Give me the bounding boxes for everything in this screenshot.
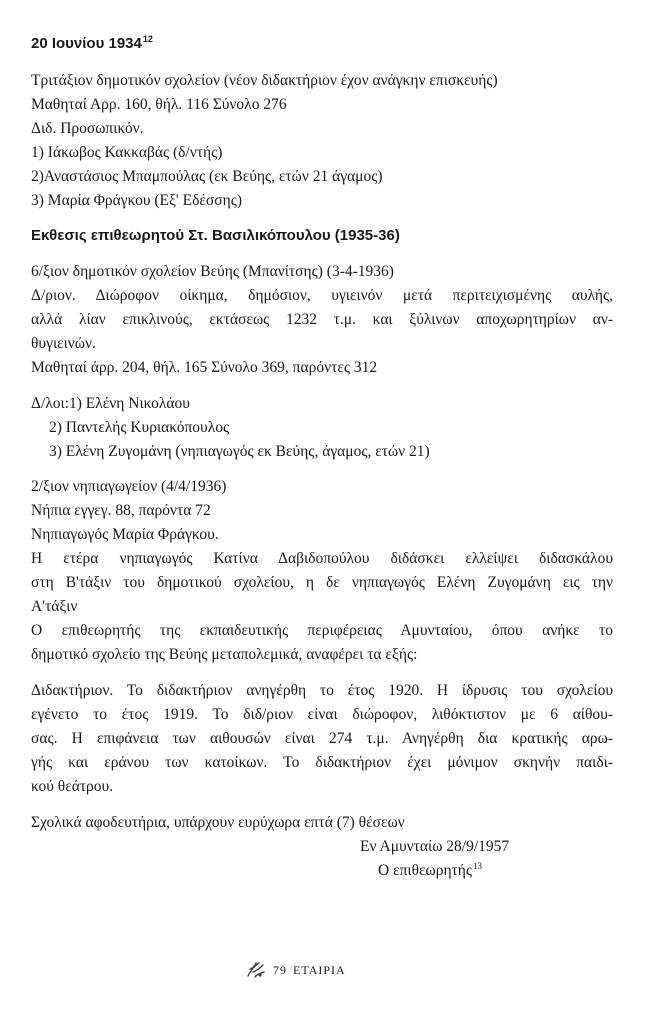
text-line: Νηπιαγωγός Μαρία Φράγκου. — [31, 526, 219, 543]
text-line: θυγιεινών. — [31, 335, 96, 352]
text-line: Η ετέρα νηπιαγωγός Κατίνα Δαβιδοπούλου διδάσκει ελλείψει διδασκάλου — [31, 550, 613, 567]
toilets-line: Σχολικά αφοδευτήρια, υπάρχουν ευρύχωρα επτά (7) θέσεων — [31, 814, 405, 831]
signature — [378, 861, 482, 881]
teacher-item: 3) Ελένη Ζυγομάνη (νηπιαγωγός εκ Βεύης, άγαμος, ετών 21) — [49, 443, 430, 460]
text-line: γής και εράνου των κατοίκων. Το διδακτήριον έχει μόνιμον σκηνήν παιδι- — [31, 754, 613, 771]
place-date: Εν Αμυνταίω 28/9/1957 — [360, 838, 510, 855]
text-line: κού θεάτρου. — [31, 778, 114, 795]
text-line: Μαθηταί Αρρ. 160, θήλ. 116 Σύνολο 276 — [31, 96, 287, 113]
text-line: στη Β'τάξιν του δημοτικού σχολείου, η δε νηπιαγωγός Ελένη Ζυγομάνη εις την — [31, 574, 613, 591]
teacher-item: 2) Παντελής Κυριακόπουλος — [49, 419, 230, 436]
text-line: Διδ. Προσωπικόν. — [31, 120, 144, 137]
date-heading — [31, 34, 153, 54]
footnote-ref-12: 12 — [142, 34, 153, 44]
text-line: Διδακτήριον. Το διδακτήριον ανηγέρθη το έτος 1920. Η ίδρυσις του σχολείου — [31, 682, 613, 699]
ornament-icon — [245, 960, 267, 980]
text-line: 6/ξιον δημοτικόν σχολείον Βεύης (Μπανίτσης) (3-4-1936) — [31, 263, 394, 280]
signature-text: Ο επιθεωρητής — [378, 862, 473, 879]
text-line: Α'τάξιν — [31, 598, 78, 615]
report-heading: Εκθεσις επιθεωρητού Στ. Βασιλικόπουλου (1935-36) — [31, 227, 400, 244]
text-line: Τριτάξιον δημοτικόν σχολείον (νέον διδακτήριον έχον ανάγκην επισκευής) — [31, 72, 498, 89]
footnote-ref-13: 13 — [473, 860, 483, 871]
date-heading-text: 20 Ιουνίου 1934 — [31, 35, 142, 52]
text-line: Νήπια εγγεγ. 88, παρόντα 72 — [31, 502, 211, 519]
text-line: δημοτικό σχολείο της Βεύης μεταπολεμικά, αναφέρει τα εξής: — [31, 646, 418, 663]
page-footer — [245, 960, 346, 980]
text-line: Μαθηταί άρρ. 204, θήλ. 165 Σύνολο 369, παρόντες 312 — [31, 359, 378, 376]
text-line: 3) Μαρία Φράγκου (Εξ' Εδέσσης) — [31, 192, 242, 209]
text-line: Δ/ριον. Διώροφον οίκημα, δημόσιον, υγιεινόν μετά περιτειχισμένης αυλής, — [31, 287, 613, 304]
text-line: 1) Ιάκωβος Κακκαβάς (δ/ντής) — [31, 144, 223, 161]
text-line: 2/ξιον νηπιαγωγείον (4/4/1936) — [31, 478, 227, 495]
teacher-item: Δ/λοι:1) Ελένη Νικολάου — [31, 395, 190, 412]
text-line: 2)Αναστάσιος Μπαμπούλας (εκ Βεύης, ετών 21 άγαμος) — [31, 168, 383, 185]
footer-label: ΕΤΑΙΡΙΑ — [293, 962, 346, 977]
text-line: εγένετο το έτος 1919. Το διδ/ριον είναι διώροφον, λιθόκτιστον με 6 αίθου- — [31, 706, 613, 723]
text-line: σας. Η επιφάνεια των αιθουσών είναι 274 τ.μ. Ανηγέρθη δια κρατικής αρω- — [31, 730, 613, 747]
text-line: αλλά λίαν επικλινούς, εκτάσεως 1232 τ.μ. και ξύλινων αποχωρητηρίων αν- — [31, 311, 613, 328]
page-number: 79 — [273, 962, 287, 977]
text-line: Ο επιθεωρητής της εκπαιδευτικής περιφέρειας Αμυνταίου, όπου ανήκε το — [31, 622, 613, 639]
